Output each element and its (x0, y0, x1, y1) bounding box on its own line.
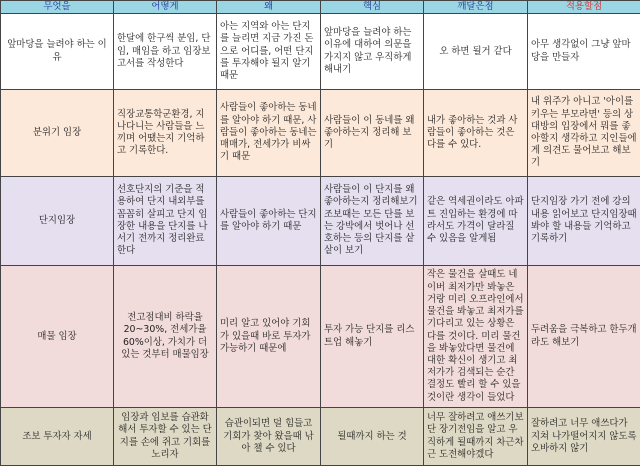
table-row (1, 408, 640, 466)
header-why: 왜 (217, 1, 321, 14)
cell-apply: 잘하려고 너무 애쓰다가 지쳐 나가떨어지지 않도록 오바하지 않기 (528, 408, 640, 466)
cell-what: 매물 임장 (1, 265, 114, 408)
cell-why: 사람들이 좋아하는 단지를 알아야 하기 때문 (217, 176, 321, 265)
cell-realized: 너무 잘하려고 애쓰기보단 장기전임을 알고 우직하게 될때까지 차근차근 도전해야겠다 (424, 408, 528, 466)
cell-apply: 내 위주가 아니고 '아이를 키우는 부모라면' 등의 상대방의 입장에서 뭐를 좋아할지 생각하고 지인들에게 의견도 물어보고 해보기 (528, 90, 640, 177)
cell-core: 앞마당을 늘려야 하는 이유에 대하여 의문을 가지지 않고 우직하게 해내기 (321, 14, 424, 90)
cell-what: 조보 투자자 자세 (1, 408, 114, 466)
cell-what: 분위기 임장 (1, 90, 114, 177)
cell-why: 사람들이 좋아하는 동네를 알아야 하기 때문, 사람들이 좋아하는 동네는 매매가, 전세가가 비싸기 때문 (217, 90, 321, 177)
cell-apply: 두려움을 극복하고 한두개라도 해보기 (528, 265, 640, 408)
table-row (1, 14, 640, 90)
cell-realized: 작은 물건을 살때도 네이버 최저가만 봐놓은 거랑 미리 오프라인에서 물건을 봐놓고 최저가를 기다리고 있는 상황은 다를 것이다. 미리 물건을 봐놓았다면 물건에 대한 확신이 생기고 최저가가 검색되는 순간 결정도 빨리 할 수 있을 것이란 생각이 들었다 (424, 265, 528, 408)
header-what: 무엇을 (1, 1, 114, 14)
cell-realized: 오 하면 될거 같다 (424, 14, 528, 90)
header-row (1, 1, 640, 14)
table-row (1, 265, 640, 408)
cell-how: 선호단지의 기준을 적용하여 단지 내외부를 꼼꼼히 살피고 단지 임장한 내용을 단지를 나서기 전까지 정리완료한다 (114, 176, 217, 265)
cell-why: 아는 지역와 아는 단지를 늘리면 지금 가진 돈으로 어디를, 어떤 단지를 투자해야 될지 알기 때문 (217, 14, 321, 90)
cell-core: 사람들이 이 동네를 왜 좋아하는지 정리해 보기 (321, 90, 424, 177)
cell-apply: 단지임장 가기 전에 강의 내용 읽어보고 단지임장때 봐야 할 내용들 기억하고 기록하기 (528, 176, 640, 265)
cell-why: 미리 알고 있어야 기회가 있을때 바로 투자가 가능하기 때문에 (217, 265, 321, 408)
cell-core: 투자 가능 단지를 리스트업 해놓기 (321, 265, 424, 408)
cell-how: 한달에 한구씩 분임, 단임, 매임을 하고 임장보고서를 작성한다 (114, 14, 217, 90)
cell-core: 될때까지 하는 것 (321, 408, 424, 466)
cell-apply: 아무 생각없이 그냥 앞마당을 만들자 (528, 14, 640, 90)
cell-what: 앞마당을 늘려야 하는 이유 (1, 14, 114, 90)
header-core: 핵심 (321, 1, 424, 14)
table-row (1, 90, 640, 177)
cell-realized: 같은 역세권이라도 아파트 진입하는 환경에 따라서도 가격이 달라질 수 있음을 알게됨 (424, 176, 528, 265)
cell-how: 직장교통학군환경, 지나다니는 사람들을 느끼며 어땠는지 기억하고 기록한다. (114, 90, 217, 177)
cell-what: 단지임장 (1, 176, 114, 265)
header-how: 어떻게 (114, 1, 217, 14)
cell-core: 사람들이 이 단지를 왜 좋아하는지 정리해보기 조보때는 모든 단를 보는 강박에서 벗어나 선호하는 등의 단지를 샅샅이 보기 (321, 176, 424, 265)
header-realized: 깨달은점 (424, 1, 528, 14)
table-row (1, 176, 640, 265)
cell-why: 습관이되면 덜 힘들고 기회가 찾아 왔을때 낚아 챌 수 있다 (217, 408, 321, 466)
cell-how: 전고점대비 하락율 20~30%, 전세가율 60%이상, 가치가 더 있는 것부터 매물임장 (114, 265, 217, 408)
cell-how: 임장과 임보를 습관화해서 투자할 수 있는 단지를 손에 쥐고 기회를 노리자 (114, 408, 217, 466)
header-apply: 적용할점 (528, 1, 640, 14)
cell-realized: 내가 좋아하는 것과 사람들이 좋아하는 것은 다를 수 있다. (424, 90, 528, 177)
